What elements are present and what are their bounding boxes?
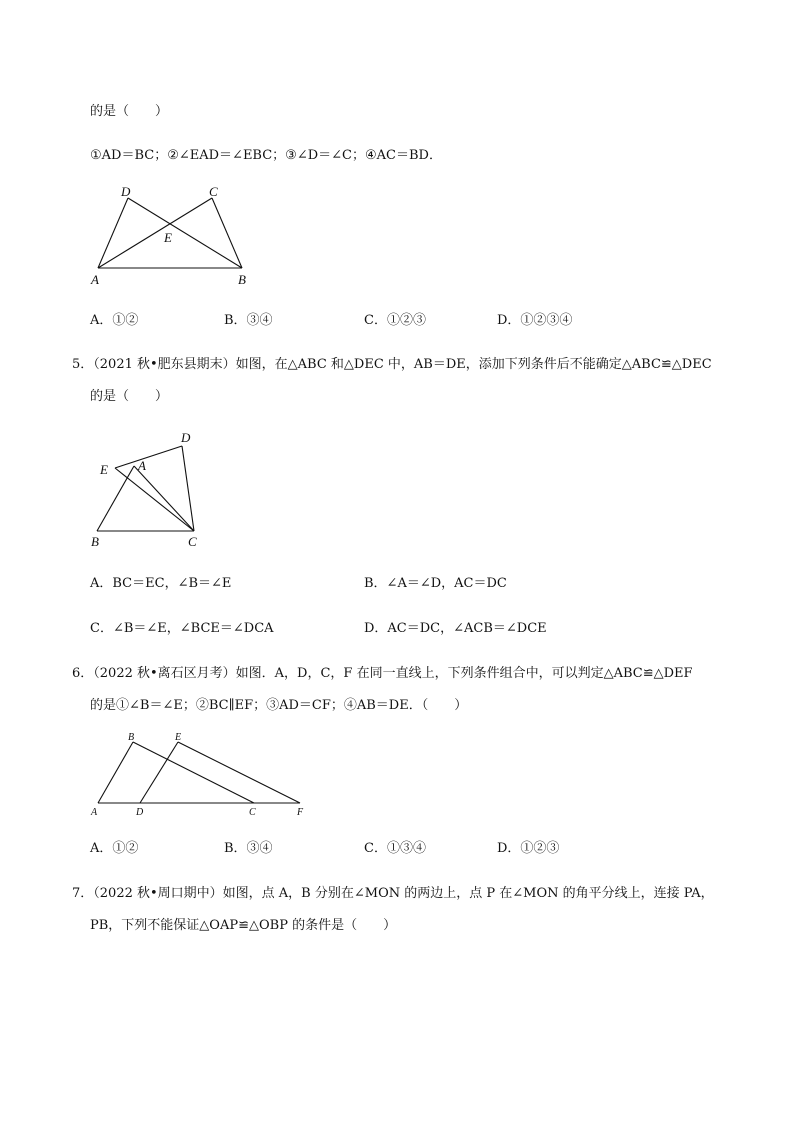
q5-segment-ed (115, 446, 182, 468)
q4-label-c: C (209, 184, 218, 199)
q5-option-c: C．∠B＝∠E，∠BCE＝∠DCA (90, 621, 274, 636)
q6-label-b: B (128, 732, 135, 743)
q4-label-d: D (121, 184, 131, 199)
q5-stem-line2: 的是（ ） (90, 389, 169, 404)
q7-stem-line1: 7．（2022 秋•周口期中）如图，点 A，B 分别在∠MON 的两边上，点 P 在∠MON 的角平分线上，连接 PA， (72, 886, 714, 901)
q6-label-c: C (249, 807, 256, 818)
q5-label-d: D (181, 430, 191, 445)
q6-segment-bc (133, 742, 254, 803)
q6-label-a: A (91, 807, 98, 818)
q4-segment-bc (212, 198, 242, 268)
q5-segment-ec (115, 468, 194, 531)
q4-figure (88, 184, 288, 294)
q4-option-c: C．①②③ (364, 313, 426, 328)
q6-label-f: F (297, 807, 304, 818)
q5-label-b: B (91, 534, 99, 549)
q4-label-b: B (238, 272, 246, 287)
q5-segment-dc (182, 446, 194, 531)
q6-figure (88, 732, 318, 822)
q6-segment-ef (178, 742, 300, 803)
q6-label-d: D (136, 807, 144, 818)
q6-stem-line1: 6．（2022 秋•离石区月考）如图．A，D，C，F 在同一直线上，下列条件组合中，可以判定△ABC≌△DEF (72, 666, 693, 681)
q6-option-b: B．③④ (224, 841, 273, 856)
q4-label-a: A (91, 272, 99, 287)
q5-label-c: C (188, 534, 197, 549)
q4-stem-tail: 的是（ ） (90, 104, 169, 119)
q4-segment-bd (128, 198, 242, 268)
q6-option-c: C．①③④ (364, 841, 426, 856)
q5-segment-ac (134, 466, 194, 531)
q6-option-d: D．①②③ (497, 841, 560, 856)
q4-segment-ac (98, 198, 212, 268)
q5-label-e: E (100, 462, 108, 477)
q5-label-a: A (138, 458, 146, 473)
q5-option-d: D．AC＝DC，∠ACB＝∠DCE (364, 621, 547, 636)
q6-stem-line2: 的是①∠B＝∠E；②BC∥EF；③AD＝CF；④AB＝DE．（ ） (90, 698, 468, 713)
q5-option-b: B．∠A＝∠D，AC＝DC (364, 576, 507, 591)
q5-option-a: A．BC＝EC，∠B＝∠E (90, 576, 232, 591)
q4-segment-ad (98, 198, 128, 268)
q4-option-b: B．③④ (224, 313, 273, 328)
q6-option-a: A．①② (90, 841, 139, 856)
q6-segment-de (140, 742, 178, 803)
q5-figure (88, 428, 238, 548)
q6-segment-ab (98, 742, 133, 803)
q4-option-a: A．①② (90, 313, 139, 328)
q7-stem-line2: PB，下列不能保证△OAP≌△OBP 的条件是（ ） (90, 918, 397, 933)
q4-label-e: E (164, 230, 172, 245)
q6-label-e: E (175, 732, 182, 743)
q4-conditions: ①AD＝BC；②∠EAD＝∠EBC；③∠D＝∠C；④AC＝BD． (90, 148, 442, 163)
q4-option-d: D．①②③④ (497, 313, 573, 328)
q5-stem-line1: 5．（2021 秋•肥东县期末）如图，在△ABC 和△DEC 中，AB＝DE，添加下列条件后不能确定△ABC≌△DEC (72, 357, 712, 372)
